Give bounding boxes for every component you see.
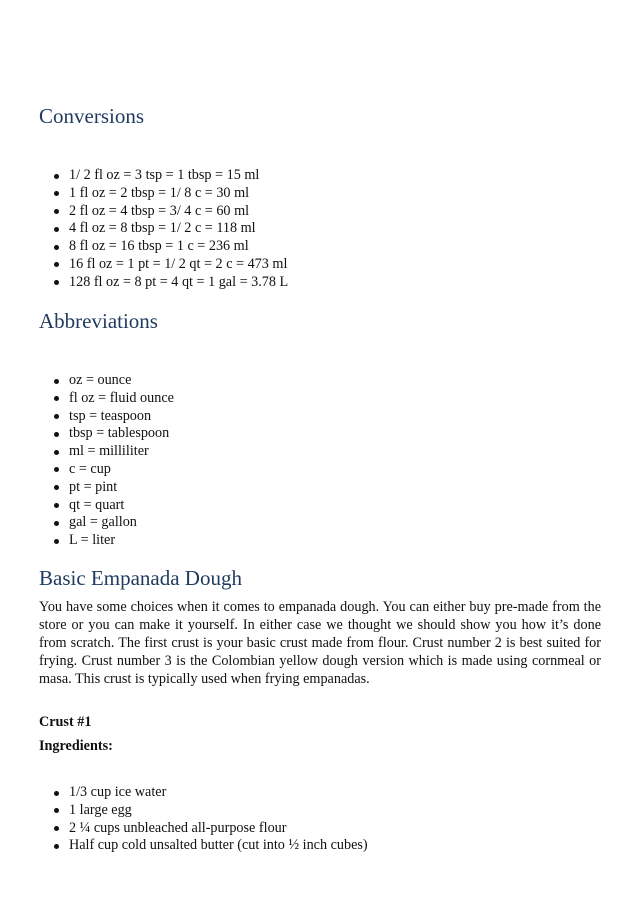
conversions-heading: Conversions: [39, 104, 144, 128]
list-item: L = liter: [39, 532, 174, 550]
list-item: gal = gallon: [39, 514, 174, 532]
list-item: pt = pint: [39, 479, 174, 497]
abbreviations-list: [39, 372, 174, 550]
crust-label: Crust #1: [39, 714, 92, 730]
list-item: 2 ¼ cups unbleached all-purpose flour: [39, 820, 368, 838]
list-item: 1 large egg: [39, 802, 368, 820]
list-item: qt = quart: [39, 497, 174, 515]
list-item: tsp = teaspoon: [39, 408, 174, 426]
ingredients-label: Ingredients:: [39, 738, 113, 754]
empanada-dough-heading: Basic Empanada Dough: [39, 566, 242, 590]
abbreviations-heading: Abbreviations: [39, 309, 158, 333]
list-item: 16 fl oz = 1 pt = 1/ 2 qt = 2 c = 473 ml: [39, 256, 288, 274]
list-item: 4 fl oz = 8 tbsp = 1/ 2 c = 118 ml: [39, 220, 288, 238]
list-item: 8 fl oz = 16 tbsp = 1 c = 236 ml: [39, 238, 288, 256]
list-item: tbsp = tablespoon: [39, 425, 174, 443]
list-item: c = cup: [39, 461, 174, 479]
list-item: oz = ounce: [39, 372, 174, 390]
dough-intro-paragraph: You have some choices when it comes to empanada dough. You can either buy pre-made from the store or you can make it yourself. In either case we thought we should show you how it’s done from scratch. The first crust is your basic crust made from flour. Crust number 2 is best suited for frying. Crust number 3 is the Colombian yellow dough version which is made using cornmeal or masa. This crust is typically used when frying empanadas.: [39, 599, 601, 687]
list-item: ml = milliliter: [39, 443, 174, 461]
conversions-list: [39, 167, 288, 292]
list-item: Half cup cold unsalted butter (cut into ½ inch cubes): [39, 837, 368, 855]
ingredients-list: [39, 784, 368, 855]
list-item: fl oz = fluid ounce: [39, 390, 174, 408]
list-item: 1/3 cup ice water: [39, 784, 368, 802]
list-item: 1/ 2 fl oz = 3 tsp = 1 tbsp = 15 ml: [39, 167, 288, 185]
list-item: 2 fl oz = 4 tbsp = 3/ 4 c = 60 ml: [39, 203, 288, 221]
list-item: 128 fl oz = 8 pt = 4 qt = 1 gal = 3.78 L: [39, 274, 288, 292]
list-item: 1 fl oz = 2 tbsp = 1/ 8 c = 30 ml: [39, 185, 288, 203]
